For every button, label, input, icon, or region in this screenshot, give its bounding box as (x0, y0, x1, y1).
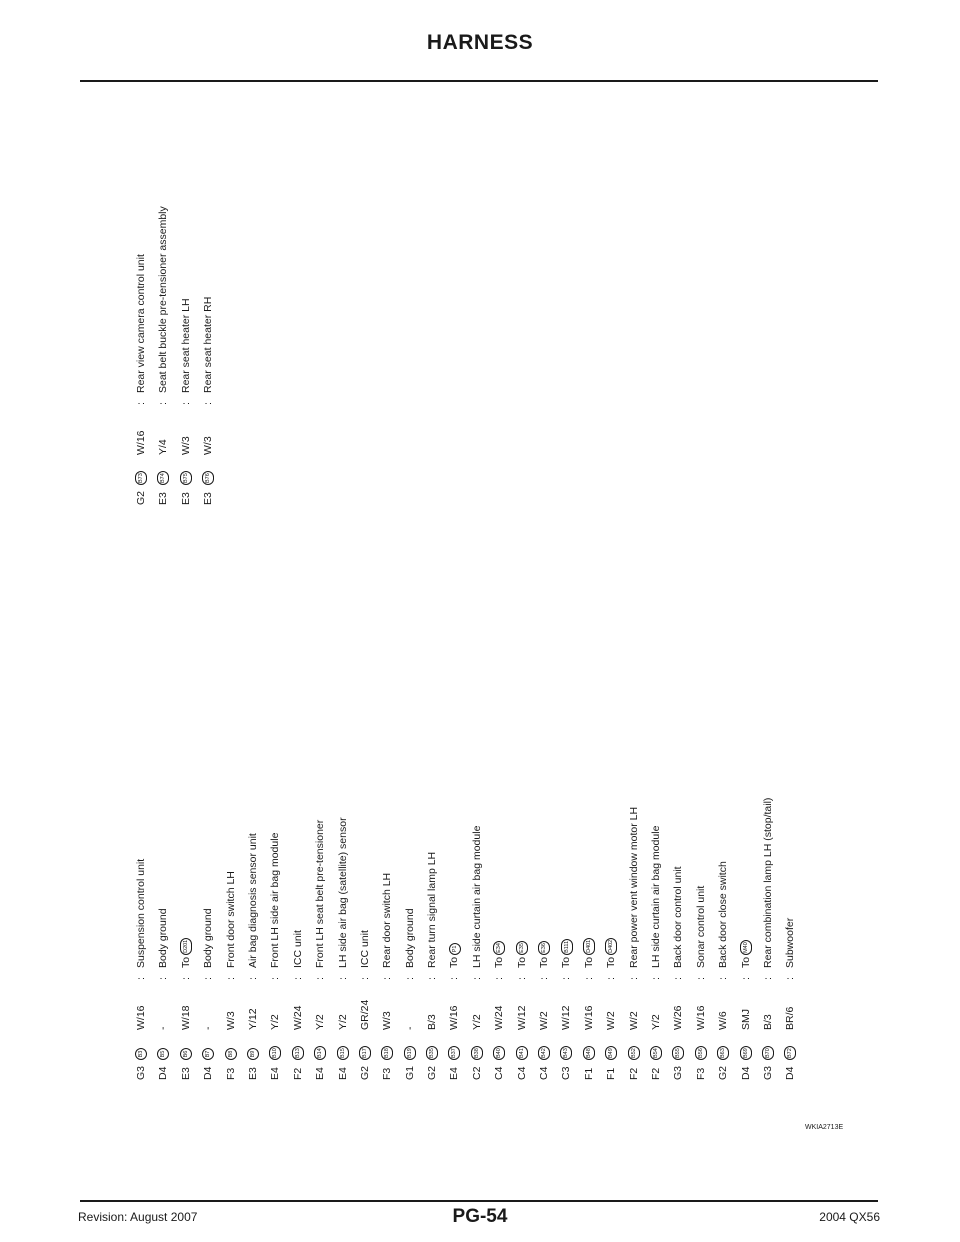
wire-color-terminals: B/3 (426, 1014, 439, 1030)
wire-color-terminals: W/16 (135, 430, 147, 455)
wire-color-terminals: W/24 (291, 1005, 304, 1030)
connector-number: B38 (471, 1046, 483, 1060)
target-connector: D402 (605, 938, 617, 955)
connector-number: B70 (762, 1046, 774, 1060)
wire-color-terminals: Y/4 (157, 439, 170, 455)
description-text: Front LH seat belt pre-tensioner (314, 819, 327, 968)
wire-color-terminals: W/2 (627, 1011, 640, 1030)
wire-color-terminals: Y/2 (649, 1014, 662, 1030)
target-connector: D401 (583, 938, 595, 955)
target-connector: P1 (449, 943, 461, 955)
grid-reference: D4 (739, 1066, 752, 1080)
separator-colon: : (179, 402, 192, 405)
connector-number: B5 (157, 1048, 169, 1060)
connector-description (466, 826, 488, 968)
model-label: 2004 QX56 (819, 1210, 880, 1224)
connector-number: B37 (448, 1046, 460, 1060)
wire-color-terminals: - (403, 1026, 416, 1030)
connector-number: B43 (560, 1046, 572, 1060)
connector-number: B40 (493, 1046, 505, 1060)
grid-reference: E3 (246, 1067, 259, 1080)
grid-reference: G2 (717, 1065, 730, 1080)
grid-reference: C4 (538, 1066, 551, 1080)
wire-color-terminals: W/12 (560, 1005, 573, 1030)
grid-reference: E4 (336, 1067, 349, 1080)
connector-description (242, 833, 264, 968)
separator-colon: : (493, 977, 506, 980)
description-text: ICC unit (291, 930, 304, 968)
connector-description (690, 886, 712, 968)
connector-description (645, 826, 667, 968)
description-text: Rear combination lamp LH (stop/tail) (761, 797, 774, 968)
connector-number: B48 (583, 1046, 595, 1060)
grid-reference: F2 (627, 1067, 640, 1080)
wire-color-terminals: W/16 (694, 1005, 707, 1030)
connector-description (332, 817, 354, 968)
description-text: Front LH side air bag module (269, 832, 282, 968)
connector-number: B75 (180, 471, 192, 485)
grid-reference: D4 (202, 1066, 215, 1080)
target-connector: E36 (538, 941, 550, 955)
connector-description (555, 939, 577, 968)
wire-color-terminals: W/16 (582, 1005, 595, 1030)
connector-list (130, 80, 830, 1080)
wire-color-terminals: Y/12 (246, 1008, 259, 1030)
description-text: To (515, 956, 528, 968)
grid-reference: G2 (358, 1065, 371, 1080)
connector-description (443, 943, 465, 968)
grid-reference: F1 (605, 1067, 618, 1080)
connector-description (533, 941, 555, 968)
wire-color-terminals: W/26 (672, 1005, 685, 1030)
wire-color-terminals: W/12 (515, 1005, 528, 1030)
connector-description (152, 206, 174, 393)
grid-reference: E3 (202, 492, 215, 505)
connector-description (287, 930, 309, 968)
connector-description (152, 908, 174, 968)
wire-color-terminals: W/3 (179, 436, 192, 455)
connector-number: B69 (740, 1046, 752, 1060)
wire-color-terminals: - (157, 1026, 170, 1030)
page-number: PG-54 (452, 1206, 508, 1227)
connector-description (623, 807, 645, 968)
wire-color-terminals: SMJ (739, 1009, 752, 1030)
connector-description (130, 859, 152, 968)
separator-colon: : (605, 977, 618, 980)
wire-color-terminals: W/18 (179, 1005, 192, 1030)
separator-colon: : (269, 977, 282, 980)
wire-color-terminals: W/24 (493, 1005, 506, 1030)
connector-number: B41 (516, 1046, 528, 1060)
connector-number: B73 (135, 471, 147, 485)
description-text: Rear turn signal lamp LH (426, 851, 439, 968)
connector-number: B18 (381, 1046, 393, 1060)
wire-color-terminals: GR/24 (358, 999, 371, 1030)
page-title: HARNESS (426, 31, 534, 54)
separator-colon: : (135, 402, 147, 405)
connector-number: B6 (180, 1048, 192, 1060)
grid-reference: E4 (269, 1067, 282, 1080)
connector-number: B15 (337, 1046, 349, 1060)
connector-description (712, 861, 734, 968)
description-text: Sonar control unit (694, 885, 707, 968)
wire-color-terminals: Y/2 (336, 1014, 349, 1030)
separator-colon: : (649, 977, 662, 980)
description-text: To (179, 956, 192, 968)
description-text: To (538, 956, 551, 968)
connector-description (779, 918, 801, 968)
description-text: Rear seat heater LH (179, 298, 192, 393)
separator-colon: : (426, 977, 439, 980)
connector-description (667, 866, 689, 968)
separator-colon: : (470, 977, 483, 980)
connector-number: B17 (359, 1046, 371, 1060)
description-text: LH side curtain air bag module (649, 825, 662, 968)
separator-colon: : (784, 977, 797, 980)
description-text: Back door control unit (672, 866, 685, 968)
connector-description (735, 940, 757, 968)
connector-description (175, 298, 197, 393)
separator-colon: : (358, 977, 371, 980)
wire-color-terminals: W/2 (538, 1011, 551, 1030)
connector-description (220, 871, 242, 968)
separator-colon: : (336, 977, 349, 980)
connector-number: B72 (784, 1046, 796, 1060)
description-text: Rear door switch LH (381, 872, 394, 968)
connector-description (309, 820, 331, 968)
separator-colon: : (672, 977, 685, 980)
description-text: To (739, 956, 752, 968)
connector-description (354, 930, 376, 968)
separator-colon: : (627, 977, 640, 980)
description-text: Body ground (403, 908, 416, 968)
separator-colon: : (157, 977, 170, 980)
connector-number: B56 (695, 1046, 707, 1060)
connector-description (488, 941, 510, 968)
connector-number: B55 (672, 1046, 684, 1060)
wire-color-terminals: W/16 (448, 1005, 461, 1030)
separator-colon: : (291, 977, 304, 980)
grid-reference: E3 (157, 492, 170, 505)
grid-reference: G2 (426, 1065, 439, 1080)
grid-reference: F3 (694, 1067, 707, 1080)
description-text: To (560, 956, 573, 968)
grid-reference: G2 (135, 490, 147, 505)
separator-colon: : (560, 977, 573, 980)
grid-reference: E3 (179, 1067, 192, 1080)
connector-description (757, 798, 779, 968)
separator-colon: : (515, 977, 528, 980)
connector-number: B76 (202, 471, 214, 485)
wire-color-terminals: W/3 (381, 1011, 394, 1030)
target-connector: E34 (493, 941, 505, 955)
separator-colon: : (538, 977, 551, 980)
target-connector: D201 (180, 938, 192, 955)
description-text: Suspension control unit (135, 858, 147, 968)
connector-number: B54 (650, 1046, 662, 1060)
wire-color-terminals: Y/2 (269, 1014, 282, 1030)
grid-reference: C3 (560, 1066, 573, 1080)
grid-reference: D4 (784, 1066, 797, 1080)
description-text: Subwoofer (784, 917, 797, 968)
grid-reference: F1 (582, 1067, 595, 1080)
connector-number: B10 (269, 1046, 281, 1060)
target-connector: E35 (516, 941, 528, 955)
description-text: ICC unit (358, 930, 371, 968)
separator-colon: : (694, 977, 707, 980)
wire-color-terminals: W/3 (202, 436, 215, 455)
separator-colon: : (135, 977, 147, 980)
description-text: To (493, 956, 506, 968)
grid-reference: G1 (403, 1065, 416, 1080)
separator-colon: : (761, 977, 774, 980)
connector-number: B7 (202, 1048, 214, 1060)
separator-colon: : (717, 977, 730, 980)
revision-label: Revision: August 2007 (78, 1210, 198, 1224)
grid-reference: E4 (314, 1067, 327, 1080)
wire-color-terminals: W/2 (605, 1011, 618, 1030)
description-text: LH side air bag (satellite) sensor (336, 817, 349, 968)
connector-description (376, 873, 398, 968)
connector-number: B42 (538, 1046, 550, 1060)
description-text: Body ground (202, 908, 215, 968)
description-text: Front door switch LH (224, 871, 237, 968)
description-text: Body ground (157, 908, 170, 968)
connector-number: B52 (628, 1046, 640, 1060)
separator-colon: : (381, 977, 394, 980)
footer-rule (80, 1200, 878, 1202)
description-text: LH side curtain air bag module (470, 825, 483, 968)
wire-color-terminals: B/3 (761, 1014, 774, 1030)
description-text: Rear power vent window motor LH (627, 806, 640, 968)
connector-number: B35 (426, 1046, 438, 1060)
description-text: Air bag diagnosis sensor unit (246, 833, 259, 968)
separator-colon: : (179, 977, 192, 980)
target-connector: B111 (561, 939, 573, 955)
connector-description (197, 297, 219, 393)
connector-number: B49 (605, 1046, 617, 1060)
grid-reference: G3 (135, 1065, 147, 1080)
description-text: Seat belt buckle pre-tensioner assembly (157, 206, 170, 393)
description-text: Rear view camera control unit (135, 254, 147, 393)
connector-description (130, 254, 152, 393)
grid-reference: E4 (448, 1067, 461, 1080)
separator-colon: : (202, 402, 215, 405)
description-text: To (605, 956, 618, 968)
grid-reference: G3 (761, 1065, 774, 1080)
separator-colon: : (448, 977, 461, 980)
wire-color-terminals: Y/2 (470, 1014, 483, 1030)
connector-number: B3 (135, 1048, 147, 1060)
separator-colon: : (246, 977, 259, 980)
wire-color-terminals: W/16 (135, 1005, 147, 1030)
connector-number: B14 (314, 1046, 326, 1060)
grid-reference: G3 (672, 1065, 685, 1080)
connector-number: B63 (717, 1046, 729, 1060)
grid-reference: D4 (157, 1066, 170, 1080)
connector-number: B13 (292, 1046, 304, 1060)
connector-number: B74 (157, 471, 169, 485)
separator-colon: : (582, 977, 595, 980)
target-connector: M40 (740, 940, 752, 955)
connector-description (399, 908, 421, 968)
wire-color-terminals: Y/2 (314, 1014, 327, 1030)
separator-colon: : (739, 977, 752, 980)
separator-colon: : (224, 977, 237, 980)
grid-reference: C2 (470, 1066, 483, 1080)
wire-color-terminals: W/3 (224, 1011, 237, 1030)
connector-description (578, 938, 600, 968)
connector-number: B8 (225, 1048, 237, 1060)
connector-number: B19 (404, 1046, 416, 1060)
grid-reference: E3 (179, 492, 192, 505)
connector-description (264, 833, 286, 968)
separator-colon: : (314, 977, 327, 980)
grid-reference: F2 (649, 1067, 662, 1080)
grid-reference: F3 (381, 1067, 394, 1080)
description-text: To (582, 956, 595, 968)
figure-id: WKIA2713E (805, 1124, 844, 1131)
wire-color-terminals: W/6 (717, 1011, 730, 1030)
grid-reference: C4 (493, 1066, 506, 1080)
connector-description (600, 938, 622, 968)
wire-color-terminals: BR/6 (784, 1006, 797, 1030)
wire-color-terminals: - (202, 1026, 215, 1030)
connector-description (197, 908, 219, 968)
grid-reference: F2 (291, 1067, 304, 1080)
connector-description (421, 852, 443, 968)
connector-number: B9 (247, 1048, 259, 1060)
separator-colon: : (202, 977, 215, 980)
connector-description (175, 938, 197, 968)
description-text: Back door close switch (717, 861, 730, 968)
description-text: Rear seat heater RH (202, 296, 215, 393)
grid-reference: C4 (515, 1066, 528, 1080)
description-text: To (448, 956, 461, 968)
separator-colon: : (157, 402, 170, 405)
grid-reference: F3 (224, 1067, 237, 1080)
separator-colon: : (403, 977, 416, 980)
connector-description (511, 941, 533, 968)
